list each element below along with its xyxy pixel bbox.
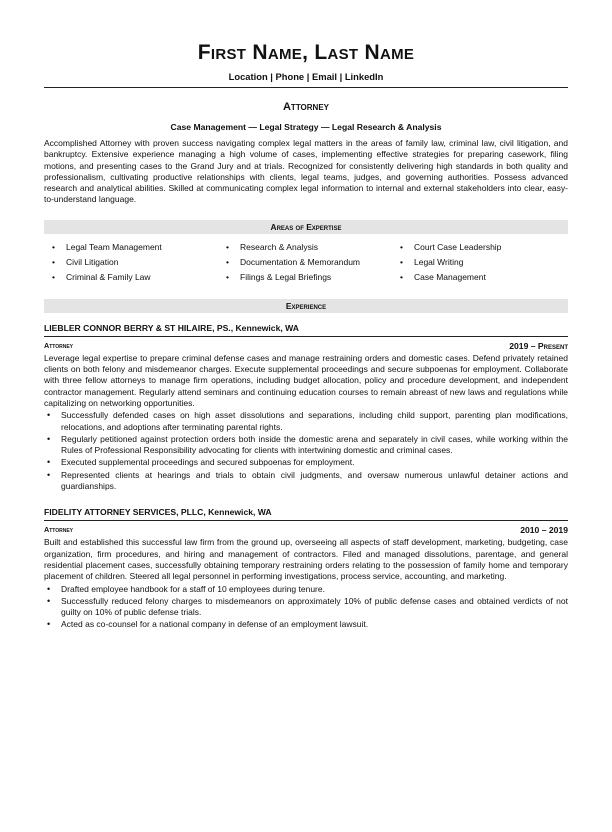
- job-description: Leverage legal expertise to prepare criminal defense cases and manage restraining orders and domestic cases. Defend privately retained clients on both felony and misdemeanor charges. Execute supplemental proceedings and secure subpoenas for employment. Collaborate with three fellow attorneys to manage firm operations, including budget allocation, policy and procedure development, and independent contractor management. Regularly attend seminars and continuing education courses to remain abreast of new laws and regulations while capitalizing on networking opportunities.: [44, 352, 568, 408]
- company-name: FIDELITY ATTORNEY SERVICES, PLLC, Kennewick, WA: [44, 506, 568, 521]
- achievement-item: • Acted as co-counsel for a national company in defense of an employment lawsuit.: [44, 619, 568, 630]
- job-role: Attorney: [44, 525, 73, 535]
- job-dates: [509, 340, 568, 352]
- expertise-item: • Civil Litigation: [44, 256, 218, 268]
- expertise-item: • Case Management: [392, 271, 566, 283]
- role-row: [44, 340, 568, 352]
- achievement-list: [44, 410, 568, 492]
- candidate-name: First Name, Last Name: [197, 41, 415, 64]
- achievement-list: [44, 584, 568, 631]
- job-entry: [44, 506, 568, 630]
- achievement-item: • Successfully defended cases on high asset dissolutions and separations, including child support, parenting plan modifications, relocations, and adoptions after terminating parental rights.: [44, 410, 568, 433]
- summary-paragraph: Accomplished Attorney with proven success navigating complex legal matters in the areas of family law, criminal law, civil litigation, and bankruptcy. Extensive experience managing a high volume of cases, implementing effective strategies for preparing casework, filing motions, and presenting cases to the Grand Jury and at trials. Recognized for consistently delivering high standards in both quality and professionalism, cultivating productive relationships with clients, legal teams, judges, and governing authorities. Possess advanced research and analytical abilities. Skilled at communicating complex legal information to internal and external stakeholders into clear, easy-to-understand language.: [44, 138, 568, 205]
- job-role: Attorney: [44, 340, 73, 350]
- achievement-item: • Regularly petitioned against protection orders both inside the domestic arena and separately in civil cases, while working within the Rules of Professional Responsibility advocating for clients with intertwining domestic and criminal cases.: [44, 434, 568, 457]
- job-dates: 2010 – 2019: [520, 525, 568, 536]
- role-row: [44, 524, 568, 536]
- job-start: 2019: [509, 340, 529, 351]
- company-name: LIEBLER CONNOR BERRY & ST HILAIRE, PS., Kennewick, WA: [44, 322, 568, 337]
- expertise-item: • Documentation & Memorandum: [218, 256, 392, 268]
- achievement-item: • Successfully reduced felony charges to misdemeanors on approximately 10% of public defense cases and obtained verdicts of not guilty on 10% of public defense trials.: [44, 596, 568, 619]
- achievement-item: • Executed supplemental proceedings and secured subpoenas for employment.: [44, 457, 568, 468]
- job-end: Present: [537, 340, 568, 351]
- expertise-item: • Court Case Leadership: [392, 241, 566, 253]
- resume-page: [0, 40, 612, 832]
- expertise-item: • Legal Writing: [392, 256, 566, 268]
- expertise-item: • Research & Analysis: [218, 241, 392, 253]
- achievement-item: • Drafted employee handbook for a staff of 10 employees during tenure.: [44, 584, 568, 595]
- expertise-item: • Legal Team Management: [44, 241, 218, 253]
- job-date-separator: –: [528, 340, 538, 351]
- expertise-item: • Criminal & Family Law: [44, 271, 218, 283]
- expertise-list: [44, 241, 568, 283]
- job-description: Built and established this successful law firm from the ground up, overseeing all aspects of staff development, marketing, budgeting, case organization, firm procedures, and hiring and management of contractors. Filed and managed dissolutions, parentage, and general residential placement cases, successfully obtaining temporary restraining orders relating to the possession of family home and temporary placement of children. Steered all legal personnel in performing investigations, process service, accounting, and marketing.: [44, 537, 568, 582]
- focus-areas: Case Management — Legal Strategy — Legal Research & Analysis: [170, 122, 442, 132]
- expertise-heading: Areas of Expertise: [44, 220, 568, 234]
- experience-heading: Experience: [44, 299, 568, 313]
- contact-line: Location | Phone | Email | LinkedIn: [44, 71, 568, 88]
- expertise-item: • Filings & Legal Briefings: [218, 271, 392, 283]
- job-entry: [44, 322, 568, 493]
- achievement-item: • Represented clients at hearings and trials to obtain civil judgments, and oversaw numerous unlawful detainer actions and guardianships.: [44, 470, 568, 493]
- resume-title: Attorney: [282, 101, 330, 113]
